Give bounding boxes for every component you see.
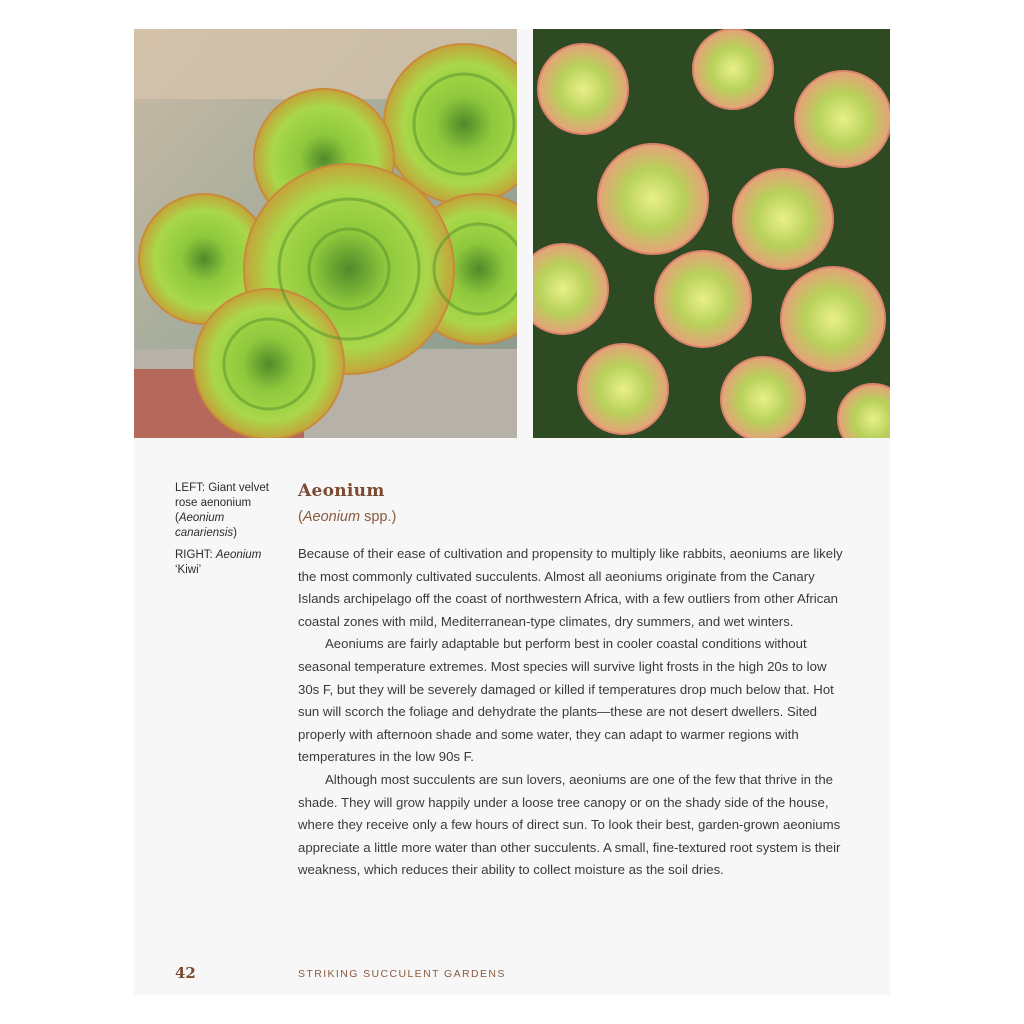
paragraph-3: Although most succulents are sun lovers, aeoniums are one of the few that thrive in the shade. They will grow happily under a loose tree canopy or on the shady side of the house, where they receive only a few hours of direct sun. To look their best, garden-grown aeoniums appreciate a little more water than other succulents. A small, fine-textured root system is their weakness, which reduces their ability to collect moisture as the soil dries. — [298, 771, 841, 878]
photo-caption — [175, 481, 275, 585]
paragraph-2: Aeoniums are fairly adaptable but perform best in cooler coastal conditions without seasonal temperature extremes. Most species will survive light frosts in the high 20s to low 30s F, but they will be severely damaged or killed if temperatures drop much below that. Hot sun will scorch the foliage and dehydrate the plants—these are not desert dwellers. Sited properly with afternoon shade and some water, they can adapt to warmer regions with temperatures in the low 90s F. — [298, 636, 834, 765]
caption-right — [175, 548, 275, 578]
subtitle-latin-name: Aeonium — [302, 509, 361, 525]
caption-left-paren-close: ) — [233, 527, 238, 539]
page-number: 42 — [175, 964, 196, 982]
article-title: Aeonium — [298, 481, 385, 501]
subtitle-paren-open: ( — [298, 509, 303, 525]
caption-right-prefix: RIGHT: — [175, 549, 216, 561]
caption-left — [175, 481, 275, 541]
giant-velvet-rose-aeonium-image — [134, 29, 517, 438]
caption-left-prefix: LEFT: — [175, 482, 209, 494]
caption-right-latin-name: Aeonium — [215, 549, 262, 561]
caption-right-cultivar: ‘Kiwi’ — [175, 564, 202, 576]
caption-left-latin-name: Aeonium canariensis — [175, 512, 234, 539]
photo-giant-velvet-rose-aeonium — [134, 29, 517, 438]
aeonium-kiwi-image — [533, 29, 890, 438]
subtitle-rest: spp.) — [360, 509, 397, 525]
article-body — [298, 543, 843, 882]
caption-left-common-name: Giant velvet rose aenonium — [175, 482, 269, 509]
paragraph-1: Because of their ease of cultivation and propensity to multiply like rabbits, aeoniums are likely the most commonly cultivated succulents. Almost all aeoniums originate from the Canary Islands archipelago off the coast of northwestern Africa, with a few outliers from other African coastal zones with mild, Mediterranean-type climates, dry summers, and wet winters. — [298, 546, 843, 629]
article-subtitle — [298, 509, 396, 525]
caption-left-paren-open: ( — [175, 512, 179, 524]
photo-aeonium-kiwi — [533, 29, 890, 438]
running-head: STRIKING SUCCULENT GARDENS — [298, 968, 506, 980]
